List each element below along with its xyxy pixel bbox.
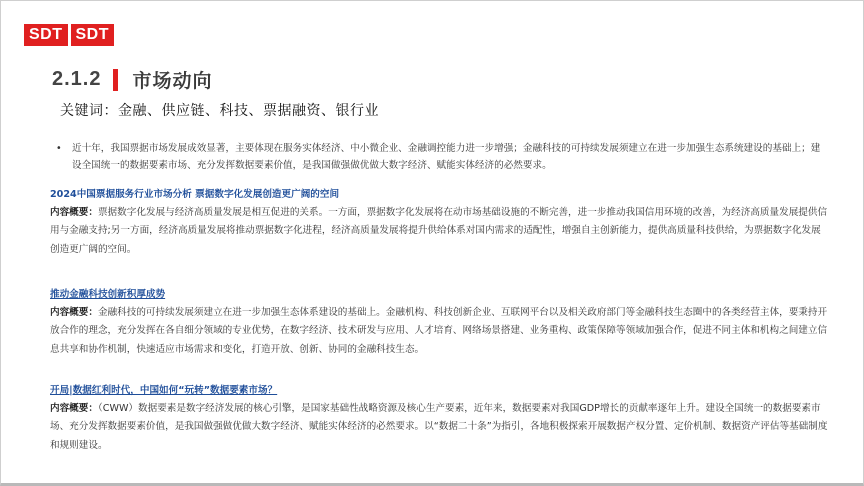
article-2-summary-text: 金融科技的可持续发展须建立在进一步加强生态体系建设的基础上。金融机构、科技创新企业、互联网平台以及相关政府部门等金融科技生态圈中的各类经营主体，要秉持开放合作的理念，充分发挥在各自细分领域的专业优势，在数字经济、技术研发与应用、人才培育、网络场景搭建、业务重构、政策保障等领域加强合作，促进不同主体和机构之间建立信息共享和协作机制，快速适应市场需求和变化，打造开放、创新、协同的金融科技生态。 bbox=[50, 307, 828, 355]
logo-sdt-left: SDT bbox=[24, 24, 68, 46]
section-number: 2.1.2 bbox=[52, 68, 102, 90]
article-3-summary-text: （CWW）数据要素是数字经济发展的核心引擎，是国家基础性战略资源及核心生产要素，近年来，数据要素对我国GDP增长的贡献率逐年上升。建设全国统一的数据要素市场、充分发挥数据要素价值，是我国做强做优做大数字经济、赋能实体经济的必然要求。以“数据二十条”为指引，各地积极探索开展数据产权分置、定价机制、数据资产评估等基础制度和规则建设。 bbox=[50, 403, 828, 451]
sdt-logo bbox=[24, 24, 114, 46]
intro-bullet bbox=[56, 140, 826, 174]
intro-bullet-text: 近十年，我国票据市场发展成效显著，主要体现在服务实体经济、中小微企业、金融调控能力进一步增强；金融科技的可持续发展须建立在进一步加强生态系统建设的基础上；建设全国统一的数据要素市场、充分发挥数据要素价值，是我国做强做优做大数字经济、赋能实体经济的必然要求。 bbox=[72, 143, 821, 171]
bullet-dot-icon: • bbox=[56, 143, 62, 154]
article-1 bbox=[50, 186, 830, 259]
logo-sdt-right: SDT bbox=[71, 24, 115, 46]
section-divider-bar bbox=[113, 69, 118, 91]
article-1-title-link[interactable]: 2024中国票据服务行业市场分析 票据数字化发展创造更广阔的空间 bbox=[50, 189, 340, 200]
article-1-summary-text: 票据数字化发展与经济高质量发展是相互促进的关系。一方面，票据数字化发展将在动市场基础设施的不断完善，进一步推动我国信用环境的改善，为经济高质量发展提供信用与金融支持;另一方面，经济高质量发展将推动票据数字化进程，经济高质量发展将提升供给体系对国内需求的适配性，增强自主创新能力，提供高质量科技供给，为票据数字化发展创造更广阔的空间。 bbox=[50, 207, 828, 255]
section-heading bbox=[52, 66, 213, 93]
article-3-label: 内容概要： bbox=[50, 403, 98, 414]
article-1-label: 内容概要： bbox=[50, 207, 98, 218]
article-3-summary bbox=[50, 400, 830, 455]
article-1-summary bbox=[50, 204, 830, 259]
article-2-label: 内容概要： bbox=[50, 307, 98, 318]
keywords-line: 关键词：金融、供应链、科技、票据融资、银行业 bbox=[60, 103, 379, 119]
article-2 bbox=[50, 286, 830, 359]
article-3-title-link[interactable]: 开局|数据红利时代，中国如何“玩转”数据要素市场？ bbox=[50, 385, 278, 396]
section-title: 市场动向 bbox=[132, 70, 213, 92]
article-3 bbox=[50, 382, 830, 455]
article-2-summary bbox=[50, 304, 830, 359]
article-2-title-link[interactable]: 推动金融科技创新积厚成势 bbox=[50, 289, 166, 300]
